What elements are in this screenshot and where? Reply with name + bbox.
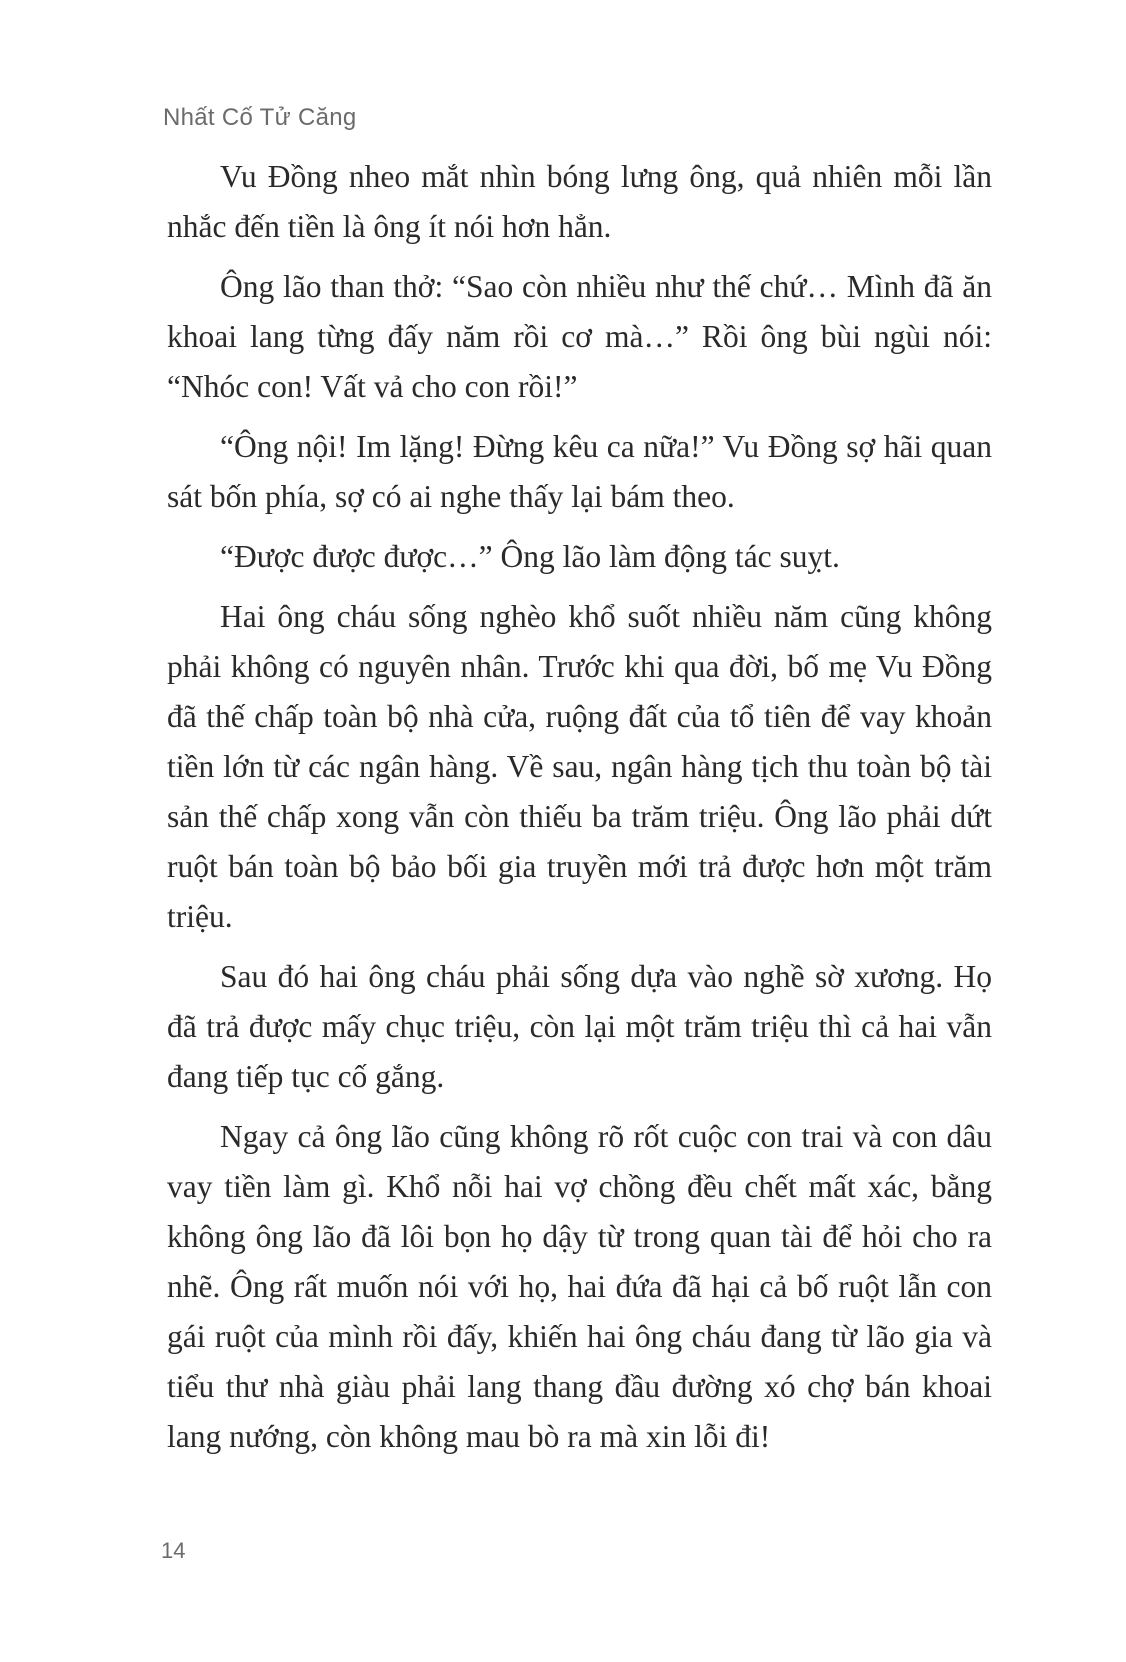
paragraph-3: “Ông nội! Im lặng! Đừng kêu ca nữa!” Vu Đồng sợ hãi quan sát bốn phía, sợ có ai nghe thấy lại bám theo. bbox=[167, 429, 992, 514]
paragraph-6: Sau đó hai ông cháu phải sống dựa vào nghề sờ xương. Họ đã trả được mấy chục triệu, còn lại một trăm triệu thì cả hai vẫn đang tiếp tục cố gắng. bbox=[167, 959, 992, 1094]
paragraph-5: Hai ông cháu sống nghèo khổ suốt nhiều năm cũng không phải không có nguyên nhân. Trước khi qua đời, bố mẹ Vu Đồng đã thế chấp toàn bộ nhà cửa, ruộng đất của tổ tiên để vay khoản tiền lớn từ các ngân hàng. Về sau, ngân hàng tịch thu toàn bộ tài sản thế chấp xong vẫn còn thiếu ba trăm triệu. Ông lão phải dứt ruột bán toàn bộ bảo bối gia truyền mới trả được hơn một trăm triệu. bbox=[167, 599, 992, 934]
paragraph-4: “Được được được…” Ông lão làm động tác suỵt. bbox=[220, 539, 840, 574]
running-header: Nhất Cố Tử Căng bbox=[163, 104, 357, 131]
page-number: 14 bbox=[161, 1538, 186, 1563]
paragraph-1: Vu Đồng nheo mắt nhìn bóng lưng ông, quả nhiên mỗi lần nhắc đến tiền là ông ít nói hơn hẳn. bbox=[167, 159, 992, 244]
body-text bbox=[167, 152, 992, 1472]
paragraph-7: Ngay cả ông lão cũng không rõ rốt cuộc con trai và con dâu vay tiền làm gì. Khổ nỗi hai vợ chồng đều chết mất xác, bằng không ông lão đã lôi bọn họ dậy từ trong quan tài để hỏi cho ra nhẽ. Ông rất muốn nói với họ, hai đứa đã hại cả bố ruột lẫn con gái ruột của mình rồi đấy, khiến hai ông cháu đang từ lão gia và tiểu thư nhà giàu phải lang thang đầu đường xó chợ bán khoai lang nướng, còn không mau bò ra mà xin lỗi đi! bbox=[167, 1119, 992, 1454]
paragraph-2: Ông lão than thở: “Sao còn nhiều như thế chứ… Mình đã ăn khoai lang từng đấy năm rồi cơ mà…” Rồi ông bùi ngùi nói: “Nhóc con! Vất vả cho con rồi!” bbox=[167, 269, 992, 404]
